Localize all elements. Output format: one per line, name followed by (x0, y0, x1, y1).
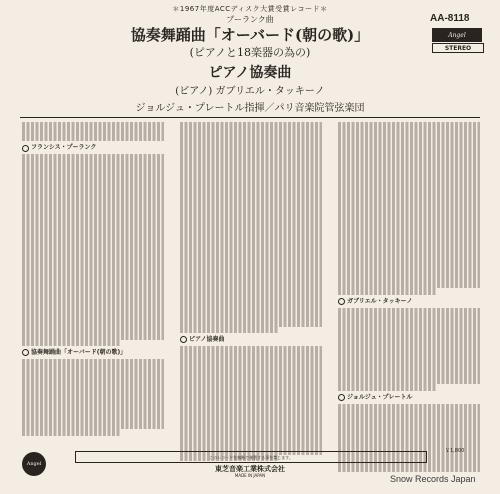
bullet-icon (338, 394, 345, 401)
text-column-2 (180, 122, 322, 472)
second-title: ピアノ協奏曲 (208, 65, 292, 81)
column-heading: フランシス・プーランク (22, 144, 164, 152)
price-label: ￥1,800 (445, 448, 465, 454)
company-name: 東芝音楽工業株式会社 (215, 465, 285, 473)
award-line: ＊1967年度ACCディスク大賞受賞レコード＊ (172, 5, 328, 13)
text-column-3 (338, 122, 480, 472)
main-subtitle: (ピアノと18楽器の為の) (189, 46, 311, 59)
column-heading: ジョルジュ・プレートル (338, 394, 480, 402)
stereo-badge: STEREO (432, 43, 484, 53)
bullet-icon (22, 145, 29, 152)
column-heading: ガブリエル・タッキーノ (338, 298, 480, 306)
top-divider (20, 117, 480, 118)
column-heading: ピアノ協奏曲 (180, 336, 322, 344)
column-heading: 協奏舞踊曲「オーバード(朝の歌)」 (22, 349, 164, 357)
bullet-icon (338, 298, 345, 305)
composer-line: プーランク曲 (226, 15, 274, 24)
copyright-notice: このレコードを無断で複製する事を禁じます。 (75, 451, 427, 463)
made-in-japan: MADE IN JAPAN (234, 473, 266, 478)
main-title: 協奏舞踊曲「オーバード(朝の歌)」 (130, 26, 370, 44)
angel-label-logo: Angel (432, 28, 482, 42)
catalog-number: AA-8118 (430, 13, 470, 24)
bullet-icon (180, 336, 187, 343)
watermark-text: Snow Records Japan (390, 474, 476, 484)
angel-logo: Angel (22, 452, 46, 476)
bullet-icon (22, 349, 29, 356)
pianist-credit: (ピアノ) ガブリエル・タッキーノ (175, 86, 325, 97)
text-column-1 (22, 122, 164, 472)
conductor-credit: ジョルジュ・プレートル指揮／パリ音楽院管弦楽団 (135, 103, 365, 114)
